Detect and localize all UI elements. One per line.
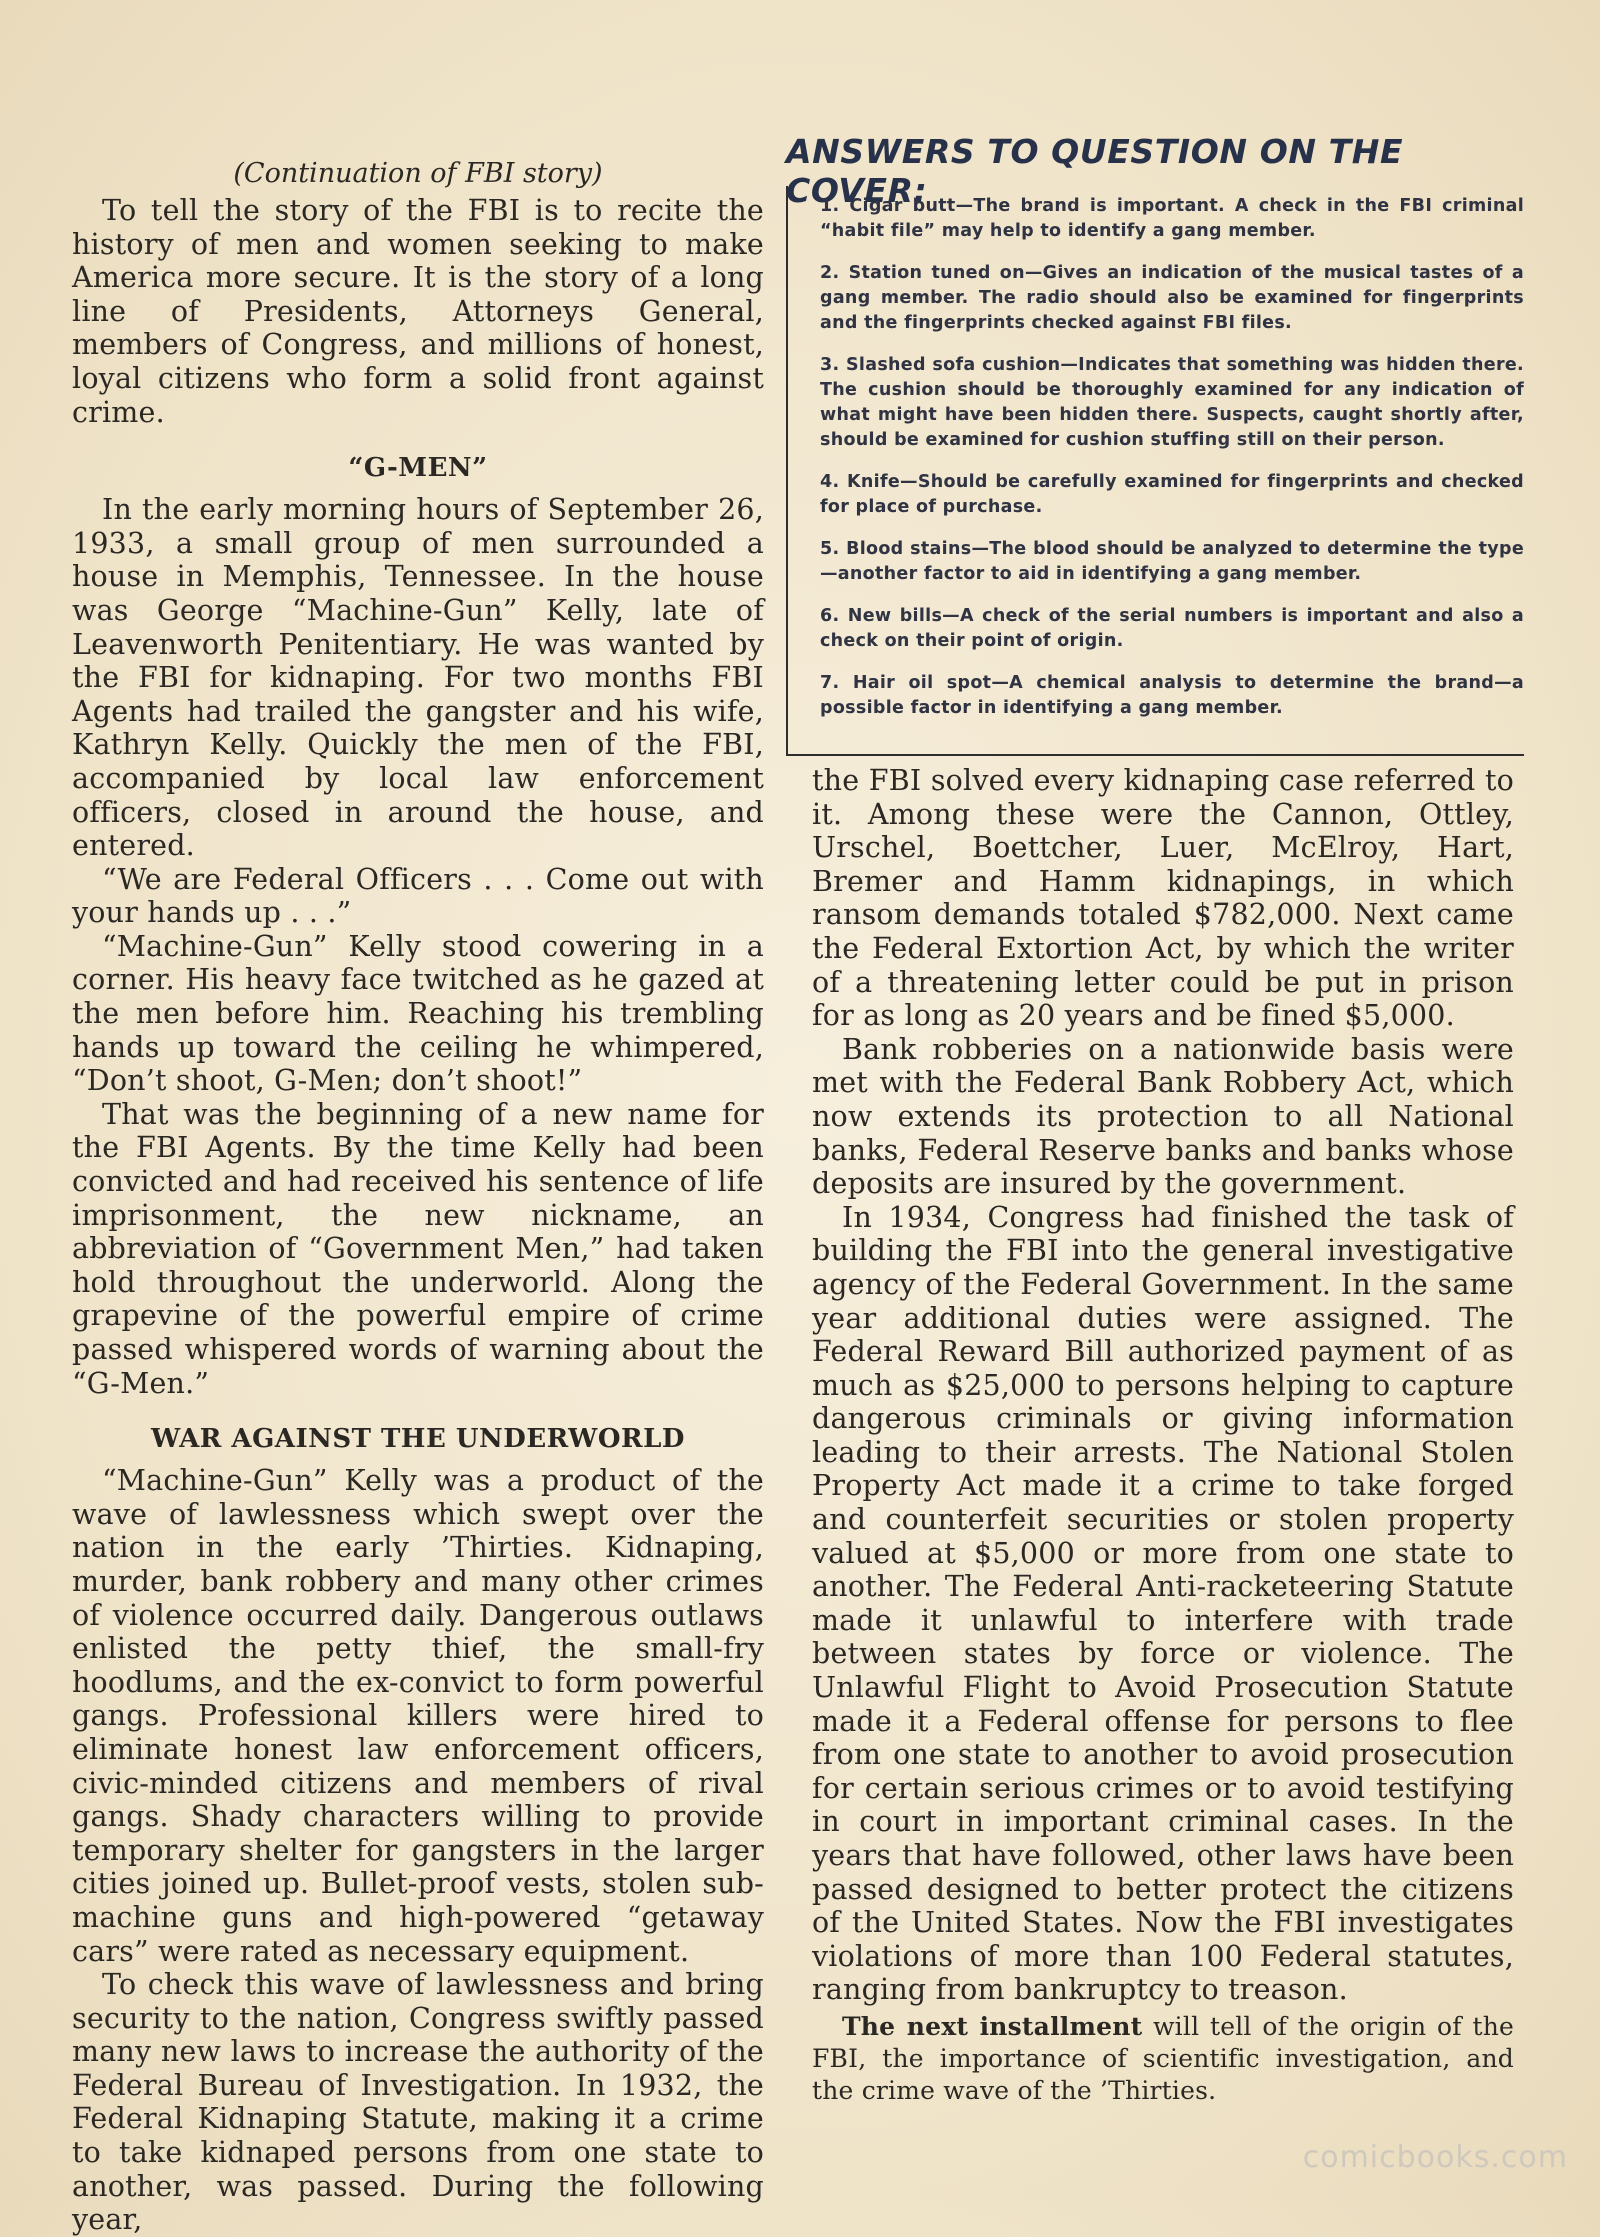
left-column [72, 150, 764, 2237]
gmen-paragraph: “Machine-Gun” Kelly stood cowering in a corner. His heavy face twitched as he gazed at the men before him. Reaching his trembling hands up toward the ceiling he whimpered, “Don’t shoot, G-Men; don’t shoot!” [72, 929, 764, 1098]
watermark: comicbooks.com [1302, 2140, 1568, 2175]
right-column [812, 764, 1514, 2107]
war-paragraph: “Machine-Gun” Kelly was a product of the wave of lawlessness which swept over the nation in the early ’Thirties. Kidnaping, murder, bank robbery and many other crimes of violence occurred daily. Dangerous outlaws enlisted the petty thief, the small-fry hoodlums, and the ex-convict to form powerful gangs. Professional killers were hired to eliminate honest law enforcement officers, civic-minded citizens and members of rival gangs. Shady characters willing to provide temporary shelter for gangsters in the larger cities joined up. Bullet-proof vests, stolen sub-machine guns and high-powered “getaway cars” were rated as necessary equipment. [72, 1464, 764, 1968]
gmen-paragraph: In the early morning hours of September 26, 1933, a small group of men surrounded a house in Memphis, Tennessee. In the house was George “Machine-Gun” Kelly, late of Leavenworth Penitentiary. He was wanted by the FBI for kidnaping. For two months FBI Agents had trailed the gangster and his wife, Kathryn Kelly. Quickly the men of the FBI, accompanied by local law enforcement officers, closed in around the house, and entered. [72, 493, 764, 863]
next-installment-lead: The next installment [842, 2011, 1143, 2041]
answer-item: 2. Station tuned on—Gives an indication of the musical tastes of a gang member. The radio should also be examined for fingerprints and the fingerprints checked against FBI files. [820, 263, 1524, 333]
gmen-paragraph: That was the beginning of a new name for the FBI Agents. By the time Kelly had been convicted and had received his sentence of life imprisonment, the new nickname, an abbreviation of “Government Men,” had taken hold throughout the underworld. Along the grapevine of the powerful empire of crime passed whispered words of warning about the “G-Men.” [72, 1097, 764, 1400]
answers-title: ANSWERS TO QUESTION ON THE COVER: [786, 132, 1404, 210]
continuation-note: (Continuation of FBI story) [233, 158, 603, 189]
gmen-paragraph: “We are Federal Officers . . . Come out with your hands up . . .” [72, 862, 764, 930]
heading-gmen: “G-MEN” [348, 453, 488, 484]
answer-item: 3. Slashed sofa cushion—Indicates that something was hidden there. The cushion should be thoroughly examined for any indication of what might have been hidden there. Suspects, caught shortly after, should be examined for cushion stuffing still on their person. [820, 355, 1524, 450]
answers-box [786, 186, 1524, 756]
heading-war: WAR AGAINST THE UNDERWORLD [151, 1424, 685, 1455]
next-installment-note [812, 2011, 1514, 2107]
right-paragraph: In 1934, Congress had finished the task of building the FBI into the general investigative agency of the Federal Government. In the same year additional duties were assigned. The Federal Reward Bill authorized payment of as much as $25,000 to persons helping to capture dangerous criminals or giving information leading to their arrests. The National Stolen Property Act made it a crime to take forged and counterfeit securities or stolen property valued at $5,000 or more from one state to another. The Federal Anti-racketeering Statute made it unlawful to interfere with trade between states by force or violence. The Unlawful Flight to Avoid Prosecution Statute made it a Federal offense for persons to flee from one state to another to avoid prosecution for certain serious crimes or to avoid testifying in court in important criminal cases. In the years that have followed, other laws have been passed designed to better protect the citizens of the United States. Now the FBI investigates violations of more than 100 Federal statutes, ranging from bankruptcy to treason. [812, 1200, 1514, 2007]
next-installment-text: will tell of the origin of the FBI, the importance of scientific investigation, and the crime wave of the ’Thirties. [812, 2011, 1515, 2105]
answer-item: 7. Hair oil spot—A chemical analysis to determine the brand—a possible factor in identifying a gang member. [820, 673, 1524, 718]
answer-item: 6. New bills—A check of the serial numbers is important and also a check on their point of origin. [820, 606, 1524, 651]
intro-paragraph: To tell the story of the FBI is to recite the history of men and women seeking to make America more secure. It is the story of a long line of Presidents, Attorneys General, members of Congress, and millions of honest, loyal citizens who form a solid front against crime. [72, 194, 764, 429]
right-paragraph: Bank robberies on a nationwide basis were met with the Federal Bank Robbery Act, which now extends its protection to all National banks, Federal Reserve banks and banks whose deposits are insured by the government. [812, 1032, 1514, 1201]
right-paragraph: the FBI solved every kidnaping case referred to it. Among these were the Cannon, Ottley, Urschel, Boettcher, Luer, McElroy, Hart, Bremer and Hamm kidnapings, in which ransom demands totaled $782,000. Next came the Federal Extortion Act, by which the writer of a threatening letter could be put in prison for as long as 20 years and be fined $5,000. [812, 764, 1514, 1033]
answer-item: 1. Cigar butt—The brand is important. A check in the FBI criminal “habit file” may help to identify a gang member. [820, 196, 1524, 241]
answer-item: 5. Blood stains—The blood should be analyzed to determine the type—another factor to aid in identifying a gang member. [820, 539, 1524, 584]
war-paragraph: To check this wave of lawlessness and bring security to the nation, Congress swiftly passed many new laws to increase the authority of the Federal Bureau of Investigation. In 1932, the Federal Kidnaping Statute, making it a crime to take kidnaped persons from one state to another, was passed. During the following year, [72, 1968, 764, 2237]
answer-item: 4. Knife—Should be carefully examined for fingerprints and checked for place of purchase. [820, 472, 1524, 517]
